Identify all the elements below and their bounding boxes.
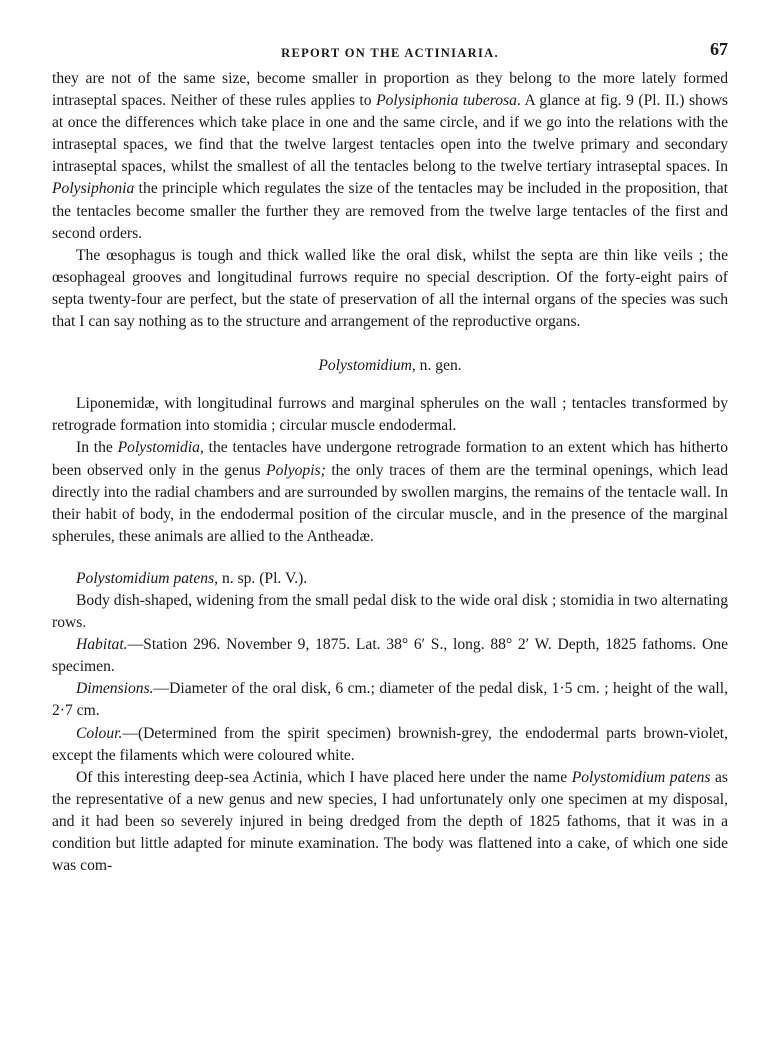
genus-heading: Polystomidium, n. gen. <box>318 357 462 375</box>
paragraph-colour: Colour.—(Determined from the spirit specimen) brownish-grey, the endodermal parts brown-violet, except the filaments which were coloured white. <box>52 724 728 764</box>
page <box>52 38 728 877</box>
paragraph-habitat: Habitat.—Station 296. November 9, 1875. Lat. 38° 6′ S., long. 88° 2′ W. Depth, 1825 fathoms. One specimen. <box>52 636 728 676</box>
paragraph-species-diagnosis: Body dish-shaped, widening from the small pedal disk to the wide oral disk ; stomidia in two alternating rows. <box>52 591 728 632</box>
species-heading: Polystomidium patens, n. sp. (Pl. V.). <box>76 569 308 587</box>
paragraph-dimensions: Dimensions.—Diameter of the oral disk, 6 cm.; diameter of the pedal disk, 1·5 cm. ; height of the wall, 2·7 cm. <box>52 680 728 720</box>
paragraph-tentacle-sizes: they are not of the same size, become smaller in proportion as they belong to the more lately formed intraseptal spaces. Neither of these rules applies to Polysiphonia tuberosa. A glance at fig. 9 (Pl. II.) shows at once the differences which take place in one and the same circle, and if we go into the relations with the intraseptal spaces, we find that the twelve largest tentacles open into the twelve primary and secondary intraseptal spaces, whilst the smallest of all the tentacles belong to the twelve tertiary intraseptal spaces. In Polysiphonia the principle which regulates the size of the tentacles may be included in the proposition, that the tentacles become smaller the further they are removed from the twelve large tentacles of the first and second orders. <box>52 70 728 242</box>
paragraph-genus-diagnosis: Liponemidæ, with longitudinal furrows and marginal spherules on the wall ; tentacles transformed by retrograde formation into stomidia ; circular muscle endodermal. <box>52 395 728 435</box>
paragraph-oesophagus: The œsophagus is tough and thick walled like the oral disk, whilst the septa are thin like veils ; the œsophageal grooves and longitudinal furrows require no special description. Of the forty-eight pairs of septa twenty-four are perfect, but the state of preservation of all the internal organs of the species was such that I can say nothing as to the structure and arrangement of the reproductive organs. <box>52 246 728 331</box>
paragraph-genus-description: In the Polystomidia, the tentacles have undergone retrograde formation to an extent which has hitherto been observed only in the genus Polyopis; the only traces of them are the terminal openings, which lead directly into the radial chambers and are surrounded by swollen margins, the remains of the tentacle wall. In their habit of body, in the endodermal position of the circular muscle, and in the presence of the marginal spherules, these animals are allied to the Antheadæ. <box>52 439 728 545</box>
running-head <box>52 38 728 62</box>
paragraph-specimen-account: Of this interesting deep-sea Actinia, which I have placed here under the name Polystomidium patens as the representative of a new genus and new species, I had unfortunately only one specimen at my disposal, and it had been so severely injured in being dredged from the depth of 1825 fathoms, that it was in a condition but little adapted for minute examination. The body was flattened into a cake, of which one side was com- <box>52 768 728 875</box>
page-number: 67 <box>710 39 728 59</box>
running-title: REPORT ON THE ACTINIARIA. <box>281 46 499 60</box>
